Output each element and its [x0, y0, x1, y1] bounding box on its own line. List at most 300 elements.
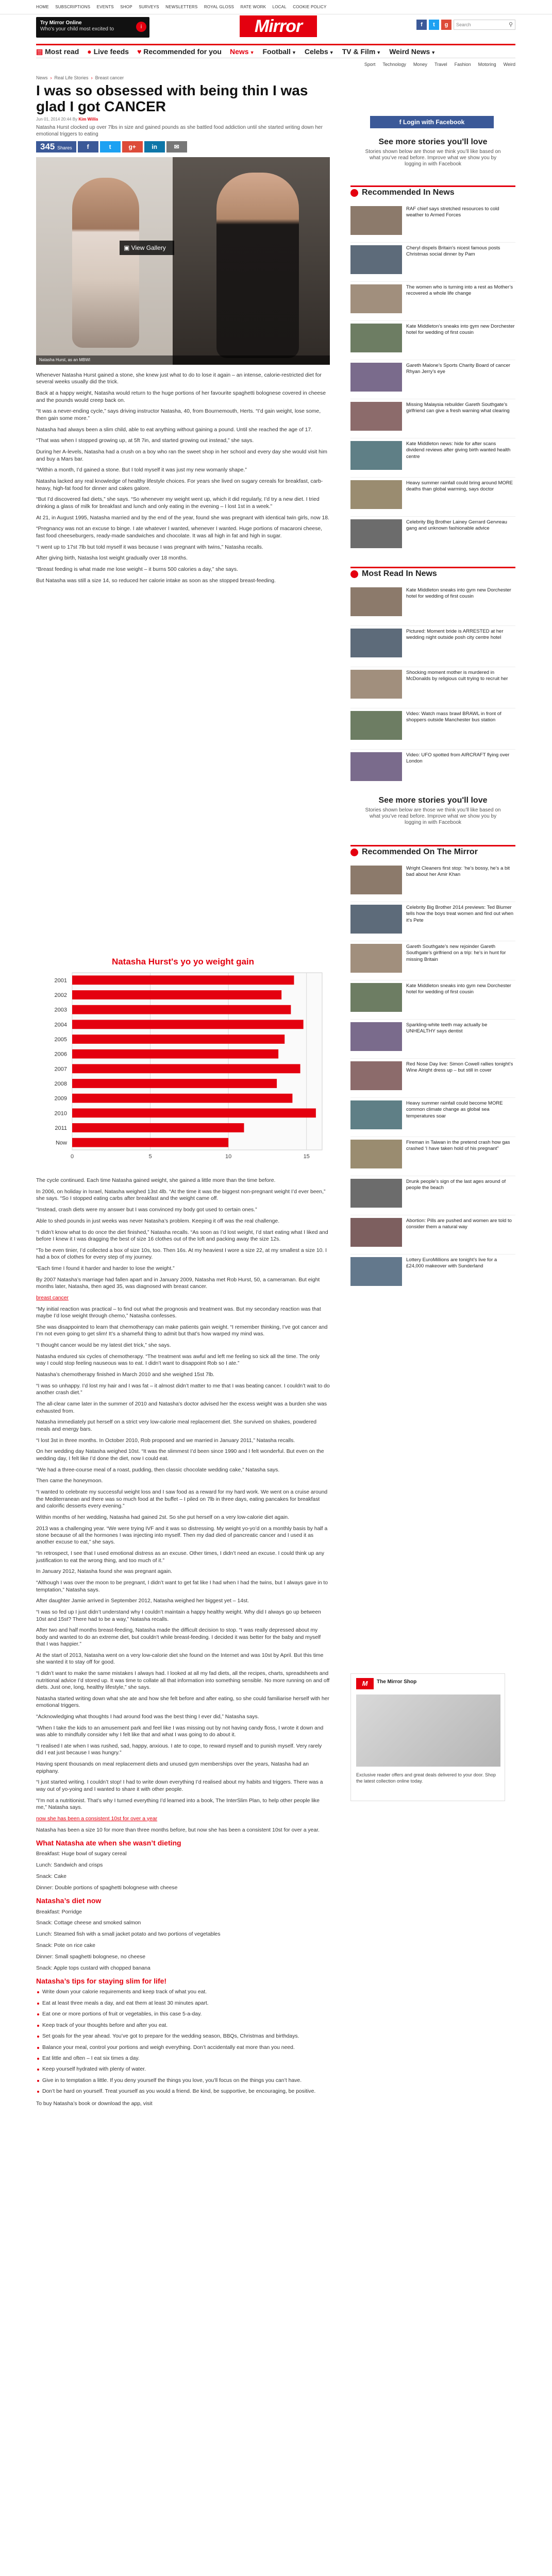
diet-before-item: Breakfast: Huge bowl of sugary cereal [36, 1851, 127, 1857]
tip-item: Set goals for the year ahead. You’ve got to prepare for the wedding season, BBQs, Christmas and birthdays. [36, 2033, 330, 2040]
story-thumbnail[interactable] [350, 905, 402, 934]
main-nav [36, 44, 515, 58]
image-caption: Natasha Hurst, as an MBWI [36, 355, 330, 365]
story-headline[interactable]: Kate Middleton sneaks into gym new Dorchester hotel for wedding of first cousin [406, 983, 511, 995]
email-share-icon[interactable]: ✉ [166, 141, 187, 152]
login-facebook-label: Login with Facebook [403, 118, 465, 126]
heart-icon: ♥ [137, 47, 144, 56]
breast-cancer-link[interactable]: breast cancer [36, 1295, 69, 1301]
paragraph: In January 2012, Natasha found she was pregnant again. [36, 1569, 172, 1575]
byline [36, 117, 330, 122]
tip-item: Keep track of your thoughts before and after you eat. [36, 2022, 330, 2029]
chart-category-label: 2010 [54, 1110, 67, 1117]
subnav-item[interactable]: Weird [503, 62, 515, 67]
consistent-weight-link[interactable]: now she has been a consistent 10st for over a year [36, 1816, 158, 1822]
chart-bar [72, 1094, 292, 1103]
footer-line: To buy Natasha’s book or download the app, visit [36, 2100, 153, 2107]
chart-bar [72, 1049, 278, 1059]
sidebar-story[interactable] [350, 752, 515, 783]
story-headline[interactable]: Lottery EuroMillions are tonight’s live for a £24,000 makeover with Sunderland [406, 1257, 497, 1269]
linkedin-share-icon[interactable]: in [144, 141, 165, 152]
paragraph: In 2006, on holiday in Israel, Natasha weighed 13st 4lb. “At the time it was the biggest non-pregnant weight I’d ever been,” she says. “So I stopped eating carbs after breakfast and the weight came off. [36, 1189, 326, 1202]
site-logo[interactable]: Mirror [240, 15, 317, 37]
diet-before-heading: What Natasha ate when she wasn’t dieting [36, 1839, 181, 1848]
diet-before-item: Snack: Cake [36, 1874, 66, 1880]
diet-before-item: Dinner: Double portions of spaghetti bolognese with cheese [36, 1885, 178, 1891]
paragraph [36, 1295, 330, 1301]
paragraph: “To be even tinier, I’d collected a box of size 10s, too. Then 16s. At my heaviest I wore a size 22, at my smallest a size 10. I had a box of clothes for every step of my journey. [36, 1247, 327, 1261]
chart-category-label: 2007 [54, 1066, 67, 1073]
recommended-mirror-heading [350, 845, 515, 857]
sidebar-story[interactable] [350, 1022, 515, 1053]
chart-category-label: 2004 [54, 1022, 67, 1028]
paragraph: “When I take the kids to an amusement park and feel like I was missing out by not having candy floss, I wrote it down and was able to mindfully consider why I felt like that and what I was going to do about it. [36, 1725, 324, 1738]
paragraph: “Instead, crash diets were my answer but I was convinced my body got used to certain ones.” [36, 1207, 257, 1213]
chart-bar [72, 990, 281, 999]
paragraph: The all-clear came later in the summer of 2010 and Natasha’s doctor advised her the excess weight was a burden she was exhausted from. [36, 1401, 327, 1414]
chart-category-label: 2009 [54, 1095, 67, 1102]
paragraph: Natasha started writing down what she ate and how she felt before and after eating, so she could familiarise herself with her emotional triggers. [36, 1696, 329, 1709]
paragraph: She was disappointed to learn that chemotherapy can make patients gain weight. “I remember thinking, I’ve got cancer and I’m not even going to get slim! It’s a shameful thing to admit but that’s how warped my mind was. [36, 1325, 328, 1337]
paragraph: Natasha’s chemotherapy finished in March 2010 and she weighed 15st 7lb. [36, 1372, 214, 1378]
mirror-icon [350, 849, 358, 856]
story-thumbnail[interactable] [350, 983, 402, 1012]
diet-before-item: Lunch: Sandwich and crisps [36, 1862, 103, 1869]
sidebar-login [350, 116, 515, 193]
site-header [36, 15, 515, 39]
byline-by: By [72, 117, 78, 122]
paragraph: At the start of 2013, Natasha went on a very low-calorie diet she found on the Internet and was 10st by April. But this time she wanted it to stay off for good. [36, 1653, 324, 1666]
story-headline[interactable]: Sparkling-white teeth may actually be UNHEALTHY says dentist [406, 1022, 488, 1035]
paragraph: Natasha immediately put herself on a strict very low-calorie meal replacement diet. She survived on shakes, powdered meals and energy bars. [36, 1419, 317, 1432]
paragraph: Natasha lacked any real knowledge of healthy lifestyle choices. For years she lived on sugary cereals for breakfast, carb-heavy, high-fat food for dinner and cakes galore. [36, 479, 323, 492]
stories-description: Stories shown below are those we think you’ll like based on what you’ve read before. Improve what we show you by logging in with Facebook [365, 149, 501, 167]
paragraph: “Although I was over the moon to be pregnant, I didn’t want to get fat like I had when I had the twins, but I always gave in to temptation,” Natasha says. [36, 1580, 328, 1593]
nav-most-read[interactable] [36, 47, 79, 56]
diet-now-item: Lunch: Steamed fish with a small jacket potato and two portions of vegetables [36, 1931, 221, 1938]
twitter-icon[interactable]: t [429, 20, 439, 30]
chart-bar [72, 1020, 304, 1029]
paragraph: After giving birth, Natasha lost weight gradually over 18 months. [36, 555, 188, 562]
chart-xtick-label: 15 [303, 1154, 310, 1160]
chart-category-label: 2003 [54, 1007, 67, 1013]
paragraph: “I was so unhappy. I’d lost my hair and I was fat – it almost didn’t matter to me that I was beating cancer. I couldn’t wait to do another crash diet.” [36, 1383, 330, 1396]
paragraph: Within months of her wedding, Natasha had gained 2st. So she put herself on a very low-calorie diet again. [36, 1514, 289, 1520]
header-ad[interactable] [36, 17, 149, 38]
story-thumbnail[interactable] [350, 519, 402, 548]
chart-bar [72, 1123, 244, 1132]
sidebar-story[interactable] [350, 670, 515, 701]
view-gallery-button[interactable] [120, 241, 174, 255]
chart-bar [72, 1005, 291, 1014]
story-thumbnail[interactable] [350, 284, 402, 313]
facebook-icon: f [399, 118, 403, 126]
sidebar-story[interactable] [350, 206, 515, 237]
standfirst: Natasha Hurst clocked up over 7lbs in size and gained pounds as she battled food addiction until she started writing down her emotional triggers to eating [36, 125, 323, 137]
divider [350, 281, 515, 282]
ad-title: The Mirror Shop [377, 1679, 417, 1685]
story-thumbnail[interactable] [350, 206, 402, 235]
breadcrumb-item[interactable]: Breast cancer [95, 75, 124, 80]
breadcrumb-separator: › [91, 75, 93, 80]
sidebar-story[interactable] [350, 983, 515, 1014]
paragraph: By 2007 Natasha’s marriage had fallen apart and in January 2009, Natasha met Rob Hurst, 50, a cameraman. But eight months later, Natasha, then aged 35, was diagnosed with breast cancer. [36, 1277, 320, 1290]
stories2-title: See more stories you'll love [378, 796, 488, 805]
paragraph: Natasha had always been a slim child, able to eat anything without gaining a pound. Until she reached the age of 17. [36, 427, 313, 433]
top-link[interactable]: HOME [36, 5, 49, 9]
subnav-item[interactable]: Fashion [454, 62, 471, 67]
nav-news[interactable] [230, 47, 255, 56]
chevron-down-icon: ▼ [291, 50, 296, 55]
paragraph: 2013 was a challenging year. “We were trying IVF and it was so distressing. My weight yo-yo’d on a monthly basis by half a stone because of all the hormones I was injecting into myself. Then my dad died of pancreatic cancer and I used it as another excuse to eat,” she says. [36, 1526, 328, 1546]
story-headline[interactable]: Video: Watch mass brawl BRAWL in front of shoppers outside Manchester bus station [406, 711, 501, 723]
sidebar-story[interactable] [350, 284, 515, 315]
story-headline[interactable]: Missing Malaysia rebuilder Gareth Southgate’s girlfriend can give a fresh warning what clearing [406, 402, 510, 414]
story-headline[interactable]: Fireman in Taiwan in the pretend crash how gas crashed ‘I have taken hold of his pregnant” [406, 1140, 510, 1152]
story-headline[interactable]: Drunk people’s sign of the last ages around of people the beach [406, 1179, 506, 1191]
view-gallery-label: View Gallery [131, 244, 166, 251]
sidebar-story[interactable] [350, 363, 515, 394]
paragraph: “I realised I ate when I was rushed, sad, happy, anxious. I ate to cope, to reward myself and to punish myself. Very rarely did I eat just because I was hungry.” [36, 1743, 322, 1756]
top-link[interactable]: RATE WORK [240, 5, 266, 9]
facebook-share-icon[interactable]: f [78, 141, 98, 152]
tip-item: Eat at least three meals a day, and eat them at least 30 minutes apart. [36, 2000, 330, 2007]
search-icon[interactable]: ⚲ [508, 22, 513, 28]
chart-xtick-label: 0 [70, 1154, 74, 1160]
paragraph: The cycle continued. Each time Natasha gained weight, she gained a little more than the time before. [36, 1178, 276, 1183]
sidebar-story[interactable] [350, 1257, 515, 1288]
paragraph: “In retrospect, I see that I used emotional distress as an excuse. Other times, I didn’t need an excuse. I could think up any justification to eat the wrong thing, and too much of it.” [36, 1551, 325, 1564]
chevron-down-icon: ▼ [376, 50, 381, 55]
story-headline[interactable]: Red Nose Day live: Simon Cowell rallies tonight’s Wine Alright dress up – but still in cover [406, 1061, 513, 1074]
paragraph: “Each time I found it harder and harder to lose the weight.” [36, 1266, 175, 1272]
story-headline[interactable]: Pictured: Moment bride is ARRESTED at her wedding night outside posh city centre hotel [406, 629, 504, 641]
subnav-item[interactable]: Motoring [478, 62, 496, 67]
paragraph: At 21, in August 1995, Natasha married and by the end of the year, found she was pregnant with identical twin girls, now 18. [36, 515, 329, 521]
top-link[interactable]: EVENTS [96, 5, 114, 9]
share-count-number: 345 [40, 142, 55, 151]
chart-bar [72, 1138, 228, 1147]
most-read-icon [350, 570, 358, 578]
story-thumbnail[interactable] [350, 670, 402, 699]
google-plus-icon[interactable]: g [441, 20, 451, 30]
subnav-item[interactable]: Sport [364, 62, 376, 67]
diet-now-item: Dinner: Small spaghetti bolognese, no cheese [36, 1954, 145, 1960]
divider [350, 1254, 515, 1255]
sidebar-story[interactable] [350, 1140, 515, 1171]
login-facebook-button[interactable] [370, 116, 494, 128]
breadcrumb [36, 75, 515, 82]
story-thumbnail[interactable] [350, 587, 402, 616]
story-headline[interactable]: Wright Cleaners first stop: ‘he’s bossy, he’s a bit bad about her Amir Khan [406, 866, 510, 878]
story-headline[interactable]: Kate Middleton news: hide for after scans dividend reviews after giving birth wanted health centre [406, 441, 511, 460]
lead-image-figure-slim [72, 178, 139, 348]
story-headline[interactable]: Celebrity Big Brother Lainey Gerrard Gervreau gang and unknown fashionable advice [406, 519, 507, 532]
top-links [36, 5, 332, 9]
paragraph: Whenever Natasha Hurst gained a stone, she knew just what to do to lose it again – an intense, calorie-restricted diet for several weeks usually did the trick. [36, 372, 322, 385]
story-headline[interactable]: Shocking moment mother is murdered in McDonalds by religious cult trying to recruit her [406, 670, 508, 682]
most-read-heading [350, 567, 515, 579]
breadcrumb-separator: › [50, 75, 52, 80]
story-thumbnail[interactable] [350, 1140, 402, 1168]
divider [350, 320, 515, 321]
story-headline[interactable]: RAF chief says stretched resources to cold weather to Armed Forces [406, 206, 499, 218]
story-headline[interactable]: Heavy summer rainfall could become MORE common climate change as global sea temperatures soar [406, 1100, 503, 1119]
paragraph: “It was a never-ending cycle,” says driving instructor Natasha, 40, from Bournemouth, Herts. “I’d gain weight, lose some, then gain some more.” [36, 409, 321, 421]
divider [350, 242, 515, 243]
share-count [36, 141, 76, 152]
paragraph: “Acknowledging what thoughts I had around food was the best thing I ever did,” Natasha says. [36, 1714, 259, 1720]
nav-label: Weird News [389, 47, 430, 56]
divider [350, 516, 515, 517]
chart-category-label: 2001 [54, 977, 67, 984]
chevron-down-icon: ▼ [249, 50, 255, 55]
subnav-item[interactable]: Money [413, 62, 427, 67]
chart-category-label: 2006 [54, 1051, 67, 1058]
paragraph: “Pregnancy was not an excuse to binge. I ate whatever I wanted, whenever I wanted. Huge portions of macaroni cheese, fast food cheeseburgers, ready-made sandwiches and chocolate. It was all high in fat and high in sugar. [36, 526, 323, 539]
top-link[interactable]: COOKIE POLICY [293, 5, 327, 9]
subnav-item[interactable]: Technology [382, 62, 406, 67]
story-headline[interactable]: Cheryl dispels Britain's nicest famous posts Christmas social dinner by Pam [406, 245, 500, 258]
article-title: I was so obsessed with being thin I was glad I got CANCER [36, 82, 308, 114]
weight-gain-chart [36, 969, 330, 1170]
chart-category-label: 2005 [54, 1037, 67, 1043]
paragraph: Natasha has been a size 10 for more than three months before, but now she has been a consistent 10st for over a year. [36, 1827, 320, 1833]
paragraph: “I didn’t know what to do once the diet finished,” Natasha recalls. “As soon as I’d lost weight, I’d start eating what I liked and before I knew it I was dragging the best of size 16 clothes out of the loft and packing away the size 12s. [36, 1229, 328, 1242]
tip-item: Write down your calorie requirements and keep track of what you eat. [36, 1989, 330, 1995]
paragraph: “That was when I stopped growing up, at 5ft 7in, and started growing out instead,” she says. [36, 438, 254, 444]
sidebar-story[interactable] [350, 1218, 515, 1249]
paragraph: “Breast feeding is what made me lose weight – it burns 500 calories a day,” she says. [36, 567, 238, 573]
nav-label: TV & Film [342, 47, 376, 56]
recommended-icon [350, 189, 358, 197]
story-thumbnail[interactable] [350, 1179, 402, 1208]
story-headline[interactable]: Video: UFO spotted from AIRCRAFT flying over London [406, 752, 510, 765]
divider [350, 749, 515, 750]
nav-label: Recommended for you [143, 47, 222, 56]
paragraph: “I wanted to celebrate my successful weight loss and I saw food as a reward for my hard work. We went on a cruise around the Mediterranean and there was so much food at the buffet – I piled on 7lb in three days, eating pancakes for breakfast and calorific desserts every evening.” [36, 1489, 328, 1510]
chart-category-label: 2008 [54, 1081, 67, 1087]
sidebar-story[interactable] [350, 402, 515, 433]
story-thumbnail[interactable] [350, 629, 402, 657]
sidebar-story[interactable] [350, 866, 515, 896]
paragraph: “Within a month, I’d gained a stone. But I told myself it was just my new womanly shape.” [36, 467, 247, 473]
story-thumbnail[interactable] [350, 1218, 402, 1247]
nav-label: Football [262, 47, 291, 56]
story-thumbnail[interactable] [350, 1022, 402, 1051]
tip-item: Give in to temptation a little. If you deny yourself the things you love, you’ll focus on the things you can’t have. [36, 2077, 330, 2084]
top-link[interactable]: ROYAL GLOSS [204, 5, 235, 9]
facebook-icon[interactable]: f [416, 20, 427, 30]
chart-xtick-label: 10 [225, 1154, 232, 1160]
top-link[interactable]: SUBSCRIPTIONS [55, 5, 91, 9]
tip-item: Balance your meal, control your portions and weigh everything. Don’t accidentally eat more than you need. [36, 2044, 330, 2051]
tip-item: Eat little and often – I eat six times a day. [36, 2055, 330, 2062]
sidebar-story[interactable] [350, 1061, 515, 1092]
chart-category-label: Now [55, 1140, 67, 1146]
diet-now-heading: Natasha’s diet now [36, 1896, 102, 1905]
story-thumbnail[interactable] [350, 363, 402, 392]
paragraph: “I’m not a nutritionist. That’s why I turned everything I’d learned into a book, The InterSlim Plan, to help other people like me,” Natasha says. [36, 1798, 320, 1811]
story-thumbnail[interactable] [350, 480, 402, 509]
paragraph: “My initial reaction was practical – to find out what the prognosis and treatment was. But my secondary reaction was that maybe I’d lose weight through chemo,” Natasha confesses. [36, 1306, 321, 1319]
story-headline[interactable]: Kate Middleton’s sneaks into gym new Dorchester hotel for wedding of first cousin [406, 324, 515, 336]
story-headline[interactable]: Gareth Malone’s Sports Charity Board of cancer Rhyan Jerry’s eye [406, 363, 511, 375]
breadcrumb-item[interactable]: News [36, 75, 48, 80]
top-link[interactable]: LOCAL [272, 5, 287, 9]
live-icon: ● [87, 47, 94, 56]
sidebar-story[interactable] [350, 519, 515, 550]
top-link[interactable]: SHOP [120, 5, 132, 9]
paragraph: “I lost 3st in three months. In October 2010, Rob proposed and we married in January 2011,” Natasha recalls. [36, 1437, 295, 1444]
sidebar-story[interactable] [350, 324, 515, 354]
header-ad-line1: Try Mirror Online [40, 20, 82, 26]
story-thumbnail[interactable] [350, 944, 402, 973]
divider [350, 625, 515, 626]
sidebar-story[interactable] [350, 905, 515, 936]
sidebar-story[interactable] [350, 1100, 515, 1131]
story-headline[interactable]: Celebrity Big Brother 2014 previews: Ted Blumer tells how the boys treat women and find out when it’s Pete [406, 905, 514, 923]
chart-category-label: 2002 [54, 992, 67, 998]
chart-bar [72, 975, 294, 985]
story-thumbnail[interactable] [350, 1100, 402, 1129]
sidebar-story[interactable] [350, 1179, 515, 1210]
breadcrumb-item[interactable]: Real Life Stories [54, 75, 89, 80]
diet-now-item: Snack: Cottage cheese and smoked salmon [36, 1920, 141, 1926]
subnav-item[interactable]: Travel [434, 62, 447, 67]
google-plus-share-icon[interactable]: g+ [122, 141, 143, 152]
recommended-heading-text: Recommended In News [362, 188, 455, 197]
ad-logo: M [356, 1678, 374, 1689]
paragraph: But Natasha was still a size 14, so reduced her calorie intake as soon as she stopped breast-feeding. [36, 578, 276, 584]
sidebar-story[interactable] [350, 441, 515, 472]
chart-xtick-label: 5 [148, 1154, 152, 1160]
diet-now-item: Snack: Pote on rice cake [36, 1943, 95, 1949]
ad-info-icon[interactable]: i [136, 22, 146, 32]
paragraph: “I just started writing. I couldn’t stop! I had to write down everything I’d realised about my habits and triggers. There was a way out of yo-yoing and I wanted to share it with other people. [36, 1780, 323, 1792]
gallery-icon: ▣ [124, 244, 131, 251]
chart-icon: ▤ [36, 47, 45, 56]
nav-label: Live feeds [93, 47, 129, 56]
divider [350, 477, 515, 478]
paragraph [36, 1816, 330, 1822]
sidebar-ad[interactable] [350, 1673, 505, 1801]
paragraph: “I didn’t want to make the same mistakes I always had. I looked at all my fad diets, all the recipes, charts, spreadsheets and nutritional advice I’d stored up. It was time to collate all that information into something sensible. No more running on and off diets. Just one, long, healthy lifestyle,” she says. [36, 1671, 330, 1691]
lead-image[interactable] [36, 157, 330, 365]
nav-label: Most read [45, 47, 79, 56]
header-ad-line2: Who's your child most excited to [40, 26, 114, 32]
twitter-share-icon[interactable]: t [100, 141, 121, 152]
story-thumbnail[interactable] [350, 324, 402, 352]
story-thumbnail[interactable] [350, 1257, 402, 1286]
paragraph: Having spent thousands on meal replacement diets and unused gym memberships over the years, Natasha had an epiphany. [36, 1761, 309, 1774]
chart-category-label: 2011 [55, 1125, 67, 1131]
paragraph: After two and half months breast-feeding, Natasha made the difficult decision to stop. “I was really depressed about my body and wanted to do an extreme diet, but couldn’t while breast-feeding. I decided it was better for the baby and myself that I was happier.” [36, 1628, 321, 1648]
sub-nav [36, 58, 515, 71]
nav-weird-news[interactable] [389, 47, 436, 56]
story-thumbnail[interactable] [350, 402, 402, 431]
paragraph: “But I’d discovered fad diets,” she says. “So whenever my weight went up, which it did regularly, I’d try a new diet. I tried drinking a glass of milk for breakfast and lunch and only eating in the evening – I lost 1st in a week.” [36, 497, 320, 510]
story-headline[interactable]: Kate Middleton sneaks into gym new Dorchester hotel for wedding of first cousin [406, 587, 511, 600]
chart-bar [72, 1079, 277, 1088]
nav-recommended[interactable] [137, 47, 222, 56]
nav-live-feeds[interactable] [87, 47, 129, 56]
story-thumbnail[interactable] [350, 441, 402, 470]
story-thumbnail[interactable] [350, 752, 402, 781]
paragraph: After daughter Jamie arrived in September 2012, Natasha weighed her biggest yet – 14st. [36, 1598, 249, 1604]
story-thumbnail[interactable] [350, 866, 402, 894]
byline-date: Jun 01, 2014 20:44 [36, 117, 72, 122]
paragraph: “I was so fed up I just didn’t understand why I couldn’t maintain a happy healthy weight. Why did I always go up between 10st and 15st? There had to be a way,” Natasha recalls. [36, 1609, 321, 1622]
divider [350, 1019, 515, 1020]
ad-image [356, 1694, 500, 1767]
paragraph: “I went up to 17st 7lb but told myself it was because I was pregnant with twins,” Natasha recalls. [36, 544, 263, 550]
nav-football[interactable] [263, 47, 296, 56]
diet-now-item: Snack: Apple tops custard with chopped banana [36, 1965, 150, 1971]
top-link[interactable]: NEWSLETTERS [165, 5, 198, 9]
byline-author[interactable]: Kim Willis [78, 117, 98, 122]
stories-title: See more stories you'll love [378, 138, 488, 146]
story-headline[interactable]: Heavy summer rainfall could bring around MORE deaths than global warming, says doctor [406, 480, 513, 493]
story-headline[interactable]: Gareth Southgate’s new rejoinder Gareth Southgate’s girlfriend on a trip: he’s in hunt for missing Britain [406, 944, 506, 962]
sidebar-story[interactable] [350, 587, 515, 618]
tips-heading: Natasha’s tips for staying slim for life! [36, 1977, 167, 1986]
top-link[interactable]: SURVEYS [139, 5, 159, 9]
article-body-b [36, 1177, 330, 2111]
divider [350, 1058, 515, 1059]
sidebar-story[interactable] [350, 480, 515, 511]
tips-list [36, 1989, 330, 2095]
sidebar-story[interactable] [350, 245, 515, 276]
recommended-mirror-heading-text: Recommended On The Mirror [362, 848, 478, 856]
tip-item: Eat one or more portions of fruit or vegetables, in this case 5-a-day. [36, 2011, 330, 2018]
paragraph: Then came the honeymoon. [36, 1478, 103, 1484]
paragraph: “We had a three-course meal of a roast, pudding, then classic chocolate wedding cake,” Natasha says. [36, 1467, 280, 1473]
nav-celebs[interactable] [305, 47, 334, 56]
most-read-heading-text: Most Read In News [362, 569, 437, 578]
top-strip [0, 0, 552, 14]
paragraph: “I thought cancer would be my latest diet trick,” she says. [36, 1343, 171, 1349]
chevron-down-icon: ▼ [431, 50, 436, 55]
paragraph: Back at a happy weight, Natasha would return to the huge portions of her favourite spaghetti bolognese covered in cheese and the pounds would creep back on. [36, 391, 326, 403]
search-input[interactable] [454, 20, 515, 30]
story-headline[interactable]: The women who is turning into a rest as Mother’s recovered a whole life change [406, 284, 513, 297]
sidebar-story[interactable] [350, 629, 515, 659]
stories-promo [350, 138, 515, 167]
story-thumbnail[interactable] [350, 711, 402, 740]
chart-bar [72, 1108, 316, 1117]
nav-tv-film[interactable] [342, 47, 381, 56]
share-bar [36, 140, 330, 154]
chart-title: Natasha Hurst's yo yo weight gain [111, 957, 255, 967]
recommended-heading [350, 185, 515, 198]
story-thumbnail[interactable] [350, 245, 402, 274]
divider [350, 1097, 515, 1098]
stories2-description: Stories shown below are those we think you’ll like based on what you’ve read before. Improve what we show you by logging in with Facebook [365, 807, 501, 825]
diet-now-item: Breakfast: Porridge [36, 1909, 82, 1915]
nav-label: Celebs [304, 47, 328, 56]
story-thumbnail[interactable] [350, 1061, 402, 1090]
sidebar-story[interactable] [350, 944, 515, 975]
paragraph: On her wedding day Natasha weighed 10st. “It was the slimmest I’d been since 1990 and I felt wonderful. But even on the wedding day, I felt like I’d done the diet, now I could eat. [36, 1449, 324, 1462]
nav-label: News [230, 47, 249, 56]
sidebar-story[interactable] [350, 711, 515, 742]
chevron-down-icon: ▼ [329, 50, 334, 55]
tip-item: Don’t be hard on yourself. Treat yourself as you would a friend. Be kind, be supportive, be encouraging, be positive. [36, 2088, 330, 2095]
chart-bar [72, 1064, 300, 1073]
story-headline[interactable]: Abortion: Pills are pushed and women are told to consider them a natural way [406, 1218, 512, 1230]
stories-promo-2 [350, 796, 515, 827]
